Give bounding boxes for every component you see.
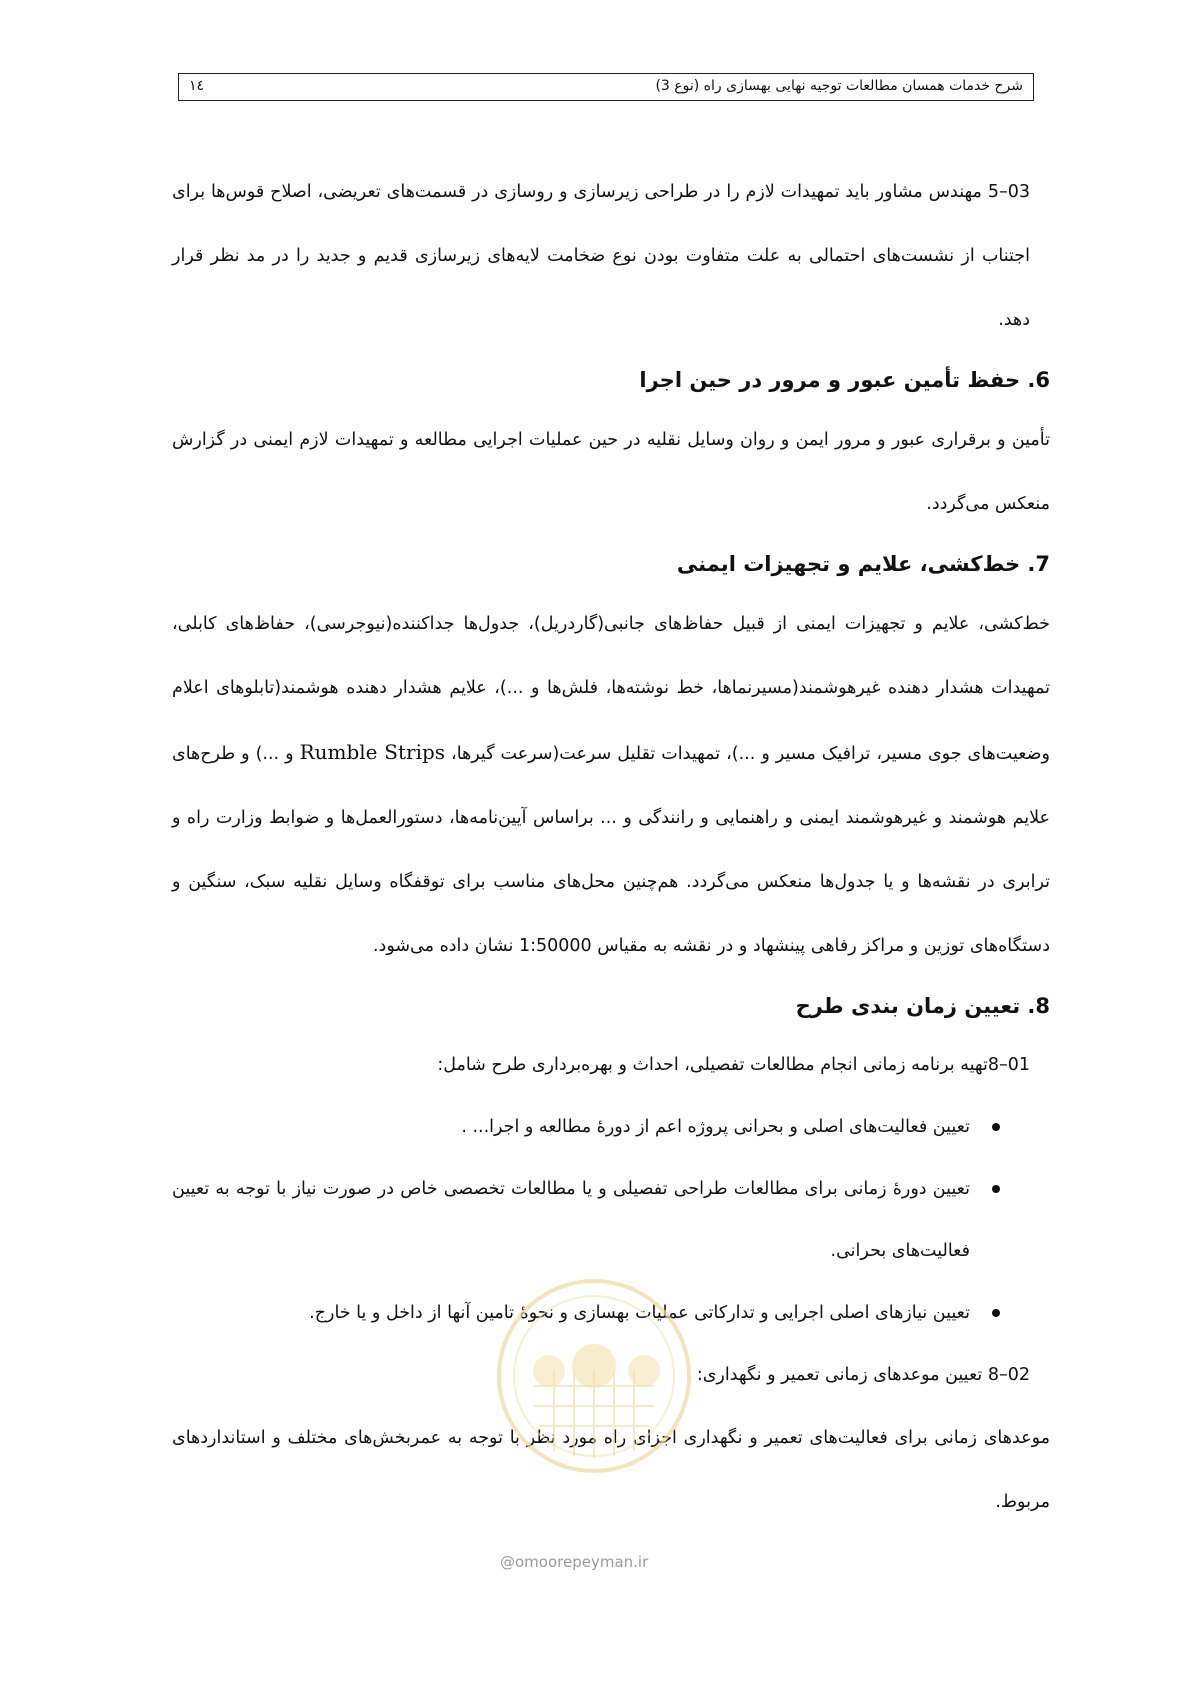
paragraph-8-02-body: موعدهای زمانی برای فعالیت‌های تعمیر و نگهداری اجزای راه مورد نظر با توجه به عمربخش‌های مختلف و استانداردهای مربوط. — [172, 1428, 1050, 1512]
bullet-icon — [992, 1309, 1000, 1317]
bullet-icon — [992, 1185, 1000, 1193]
heading-section-6: 6. حفظ تأمین عبور و مرور در حین اجرا — [639, 368, 1050, 392]
list-item — [172, 1158, 970, 1282]
list-item-text: تعیین دورهٔ زمانی برای مطالعات طراحی تفصیلی و یا مطالعات تخصصی خاص در صورت نیاز با توجه به تعیین فعالیت‌های بحرانی. — [172, 1179, 970, 1261]
rumble-strips-term: Rumble Strips — [299, 740, 446, 764]
paragraph-5-03: 03–5 مهندس مشاور باید تمهیدات لازم را در طراحی زیرسازی و روسازی در قسمت‌های تعریضی، اصلاح قوس‌ها برای اجتناب از نشست‌های احتمالی به علت متفاوت بودن نوع ضخامت لایه‌های زیرسازی قدیم و جدید را در مد نظر قرار دهد. — [172, 182, 1030, 330]
page-number: ١٤ — [189, 78, 205, 94]
paragraph-section-7 — [172, 592, 1050, 978]
list-item-text: تعیین نیازهای اصلی اجرایی و تدارکاتی عملیات بهسازی و نحوهٔ تامین آنها از داخل و یا خارج. — [309, 1303, 970, 1323]
paragraph-section-7-part1: خط‌کشی، علایم و تجهیزات ایمنی از قبیل حفاظ‌های جانبی(گاردریل)، جدول‌ها جداکننده(نیوجرسی)، حفاظ‌های کابلی، تمهیدات هشدار دهنده غیرهوشمند(مسیرنماها، خط نوشته‌ها، فلش‌ها و ...)، علایم هشدار دهنده هوشمند(تابلوهای اعلام وضعیت‌های جوی مسیر، ترافیک مسیر و ...)، تمهیدات تقلیل سرعت(سرعت گیرها، — [172, 614, 1050, 764]
watermark-url: @omoorepeyman.ir — [500, 1553, 649, 1571]
paragraph-section-7-part2: و ...) و طرح‌های علایم هوشمند و غیرهوشمند ایمنی و راهنمایی و رانندگی و ... براساس آیین‌نامه‌ها، دستورالعمل‌ها و ضوابط وزارت راه و ترابری در نقشه‌ها و یا جدول‌ها منعکس می‌گردد. هم‌چنین محل‌های مناسب برای توقفگاه وسایل نقلیه سبک، سنگین و دستگاه‌های توزین و مراکز رفاهی پینشهاد و در نقشه به مقیاس 1:50000 نشان داده می‌شود. — [172, 744, 1050, 956]
list-item — [172, 1096, 970, 1158]
list-item-text: تعیین فعالیت‌های اصلی و بحرانی پروژه اعم از دورهٔ مطالعه و اجرا... . — [461, 1117, 970, 1137]
paragraph-section-6: تأمین و برقراری عبور و مرور ایمن و روان وسایل نقلیه در حین عملیات اجرایی مطالعه و تمهیدات لازم ایمنی در گزارش منعکس می‌گردد. — [172, 430, 1050, 514]
watermark-logo — [494, 1276, 694, 1476]
document-title: شرح خدمات همسان مطالعات توجیه نهایی بهسازی راه (نوع 3) — [655, 78, 1023, 94]
paragraph-8-02: 02–8 تعیین موعدهای زمانی تعمیر و نگهداری: — [696, 1365, 1030, 1385]
paragraph-8-01: 01–8تهیه برنامه زمانی انجام مطالعات تفصیلی، احداث و بهره‌برداری طرح شامل: — [437, 1055, 1030, 1075]
page-header — [178, 73, 1034, 101]
heading-section-8: 8. تعیین زمان بندی طرح — [795, 994, 1050, 1018]
heading-section-7: 7. خط‌کشی، علایم و تجهیزات ایمنی — [676, 552, 1050, 576]
bullet-icon — [992, 1123, 1000, 1131]
